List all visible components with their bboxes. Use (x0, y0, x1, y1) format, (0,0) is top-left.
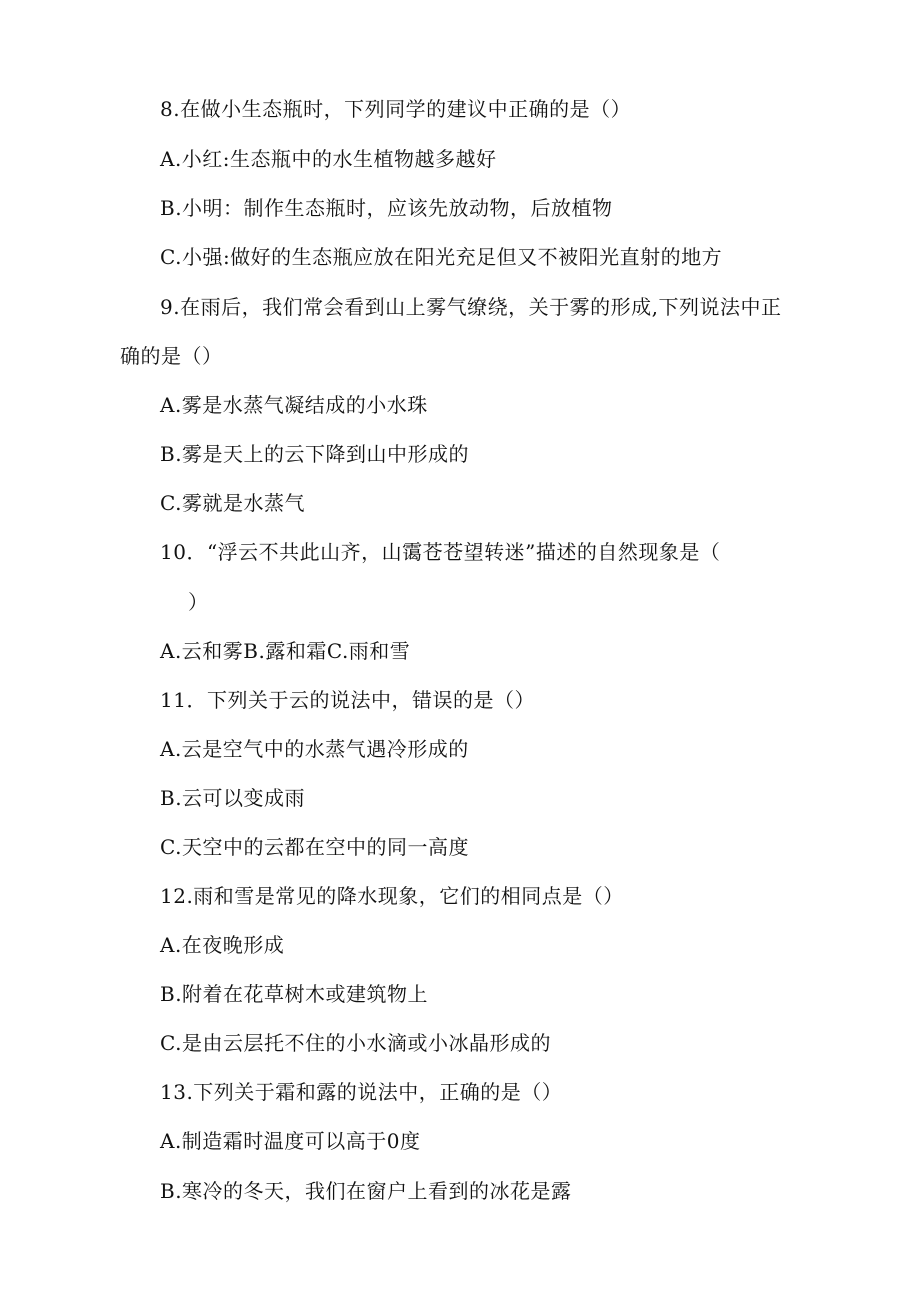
question-9-stem-line1: 9.在雨后，我们常会看到山上雾气缭绕，关于雾的形成,下列说法中正 (160, 295, 782, 319)
question-10-options: A.云和雾B.露和霜C.雨和雪 (160, 639, 411, 663)
question-9-stem-line2: 确的是（） (120, 344, 223, 368)
question-9-option-c: C.雾就是水蒸气 (160, 491, 305, 515)
question-11-stem: 11．下列关于云的说法中，错误的是（） (160, 688, 535, 712)
question-8-option-a: A.小红:生态瓶中的水生植物越多越好 (160, 147, 497, 171)
question-13-option-b: B.寒冷的冬天，我们在窗户上看到的冰花是露 (160, 1179, 572, 1203)
question-10-stem-line1: 10．“浮云不共此山齐，山霭苍苍望转迷”描述的自然现象是（ (160, 540, 721, 564)
question-10-stem-line2: ） (188, 590, 209, 614)
question-12-option-a: A.在夜晚形成 (160, 933, 285, 957)
question-8-option-c: C.小强:做好的生态瓶应放在阳光充足但又不被阳光直射的地方 (160, 245, 723, 269)
question-9-option-b: B.雾是天上的云下降到山中形成的 (160, 442, 470, 466)
question-12-stem: 12.雨和雪是常见的降水现象，它们的相同点是（） (160, 884, 624, 908)
question-8-option-b: B.小明：制作生态瓶时，应该先放动物，后放植物 (160, 196, 613, 220)
question-11-option-c: C.天空中的云都在空中的同一高度 (160, 835, 469, 859)
question-12-option-c: C.是由云层托不住的小水滴或小冰晶形成的 (160, 1031, 551, 1055)
question-9-option-a: A.雾是水蒸气凝结成的小水珠 (160, 393, 428, 417)
question-8-stem: 8.在做小生态瓶时，下列同学的建议中正确的是（） (160, 97, 632, 121)
question-11-option-a: A.云是空气中的水蒸气遇冷形成的 (160, 737, 469, 761)
question-13-option-a: A.制造霜时温度可以高于0度 (160, 1129, 421, 1153)
question-13-stem: 13.下列关于霜和露的说法中，正确的是（） (160, 1080, 563, 1104)
question-12-option-b: B.附着在花草树木或建筑物上 (160, 982, 429, 1006)
question-11-option-b: B.云可以变成雨 (160, 786, 306, 810)
